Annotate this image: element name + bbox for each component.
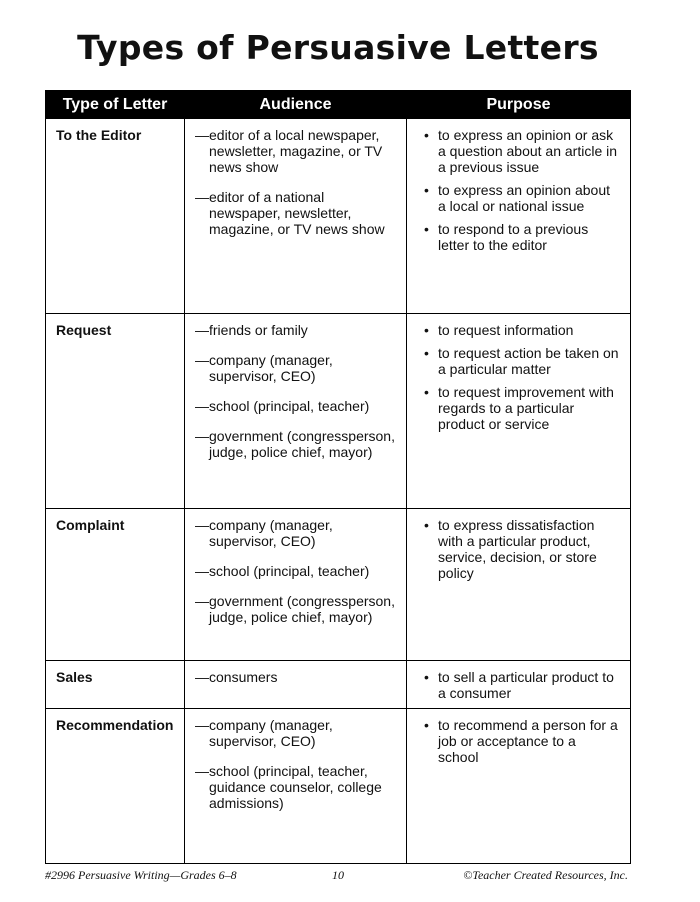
purpose-text: to recommend a person for a job or acceptance to a school — [438, 717, 618, 765]
audience-entry: —school (principal, teacher, guidance counselor, college admissions) — [195, 763, 382, 811]
audience-cell — [185, 314, 407, 509]
page-title: Types of Persuasive Letters — [77, 28, 599, 67]
purpose-text: to request information — [438, 322, 574, 338]
bullet-icon: • — [424, 669, 429, 685]
letter-type-cell: Request — [46, 314, 185, 509]
purpose-list — [417, 517, 620, 581]
table-row — [46, 314, 631, 509]
bullet-icon: • — [424, 384, 429, 400]
audience-cell — [185, 709, 407, 864]
letter-type-cell: Recommendation — [46, 709, 185, 864]
audience-cell — [185, 509, 407, 661]
header-purpose: Purpose — [407, 91, 631, 119]
audience-entry: —consumers — [195, 669, 278, 685]
bullet-icon: • — [424, 345, 429, 361]
table-header-row — [46, 91, 631, 119]
audience-entry: —government (congressperson, judge, police chief, mayor) — [195, 593, 395, 625]
purpose-item — [417, 182, 620, 214]
audience-cell — [185, 661, 407, 709]
purpose-item — [417, 517, 620, 581]
purpose-cell — [407, 661, 631, 709]
purpose-text: to express an opinion about a local or national issue — [438, 182, 611, 214]
audience-entry: —company (manager, supervisor, CEO) — [195, 517, 333, 549]
audience-entry: —company (manager, supervisor, CEO) — [195, 352, 333, 384]
table-body — [46, 119, 631, 864]
purpose-text: to express an opinion or ask a question about an article in a previous issue — [438, 127, 618, 175]
purpose-list — [417, 717, 620, 765]
letter-type-cell: Sales — [46, 661, 185, 709]
bullet-icon: • — [424, 717, 429, 733]
header-type-of-letter: Type of Letter — [46, 91, 185, 119]
bullet-icon: • — [424, 322, 429, 338]
footer-copyright: ©Teacher Created Resources, Inc. — [463, 868, 628, 882]
letter-types-table — [45, 90, 631, 864]
purpose-item — [417, 717, 620, 765]
purpose-cell — [407, 314, 631, 509]
purpose-text: to sell a particular product to a consumer — [438, 669, 614, 701]
bullet-icon: • — [424, 221, 429, 237]
audience-entry: —friends or family — [195, 322, 308, 338]
bullet-icon: • — [424, 182, 429, 198]
footer-book-info: #2996 Persuasive Writing—Grades 6–8 — [45, 868, 237, 882]
audience-entry: —editor of a local newspaper, newsletter, magazine, or TV news show — [195, 127, 383, 175]
letter-type-cell: To the Editor — [46, 119, 185, 314]
table-row — [46, 119, 631, 314]
purpose-list — [417, 127, 620, 253]
table-row — [46, 509, 631, 661]
purpose-item — [417, 322, 620, 338]
purpose-text: to request action be taken on a particular matter — [438, 345, 619, 377]
audience-entry: —company (manager, supervisor, CEO) — [195, 717, 333, 749]
purpose-cell — [407, 119, 631, 314]
audience-entry: —school (principal, teacher) — [195, 398, 370, 414]
purpose-list — [417, 322, 620, 432]
purpose-item — [417, 221, 620, 253]
audience-entry: —government (congressperson, judge, police chief, mayor) — [195, 428, 395, 460]
audience-entry: —school (principal, teacher) — [195, 563, 370, 579]
audience-cell — [185, 119, 407, 314]
header-audience: Audience — [185, 91, 407, 119]
bullet-icon: • — [424, 517, 429, 533]
letter-type-cell: Complaint — [46, 509, 185, 661]
purpose-item — [417, 127, 620, 175]
table-row — [46, 709, 631, 864]
purpose-item — [417, 669, 620, 701]
audience-entry: —editor of a national newspaper, newsletter, magazine, or TV news show — [195, 189, 385, 237]
table-row — [46, 661, 631, 709]
purpose-item — [417, 345, 620, 377]
purpose-text: to express dissatisfaction with a particular product, service, decision, or store policy — [438, 517, 597, 581]
footer-page-number: 10 — [332, 868, 344, 882]
purpose-text: to respond to a previous letter to the editor — [438, 221, 589, 253]
purpose-cell — [407, 709, 631, 864]
purpose-list — [417, 669, 620, 701]
bullet-icon: • — [424, 127, 429, 143]
purpose-item — [417, 384, 620, 432]
purpose-text: to request improvement with regards to a particular product or service — [438, 384, 614, 432]
purpose-cell — [407, 509, 631, 661]
